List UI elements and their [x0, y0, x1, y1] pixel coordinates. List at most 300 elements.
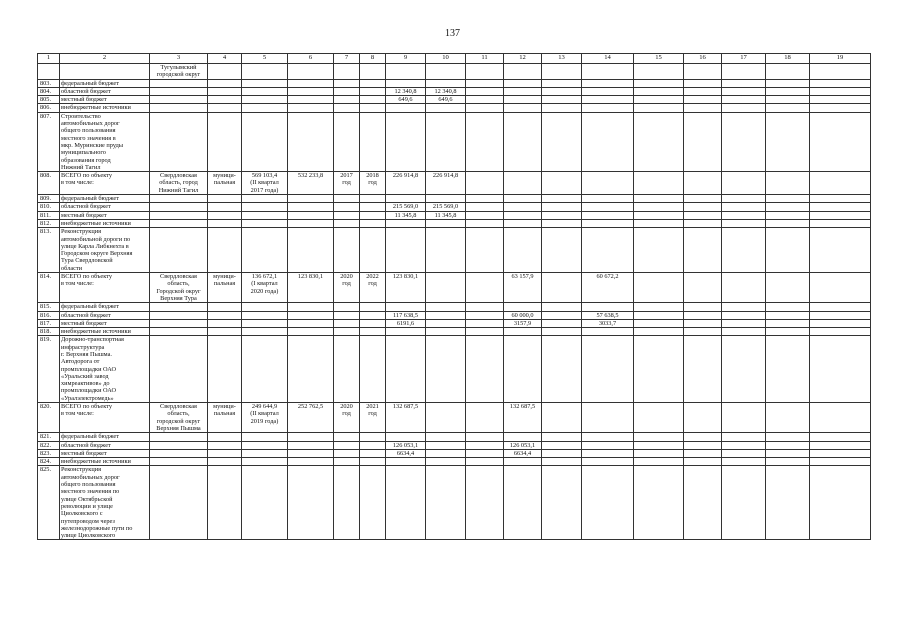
- table-cell: [208, 87, 242, 95]
- table-cell: 249 644,9 (II квартал 2019 года): [242, 403, 288, 433]
- table-cell: [634, 441, 684, 449]
- table-cell: 3033,7: [582, 319, 634, 327]
- table-cell: [766, 403, 810, 433]
- table-cell: [334, 203, 360, 211]
- table-cell: [684, 319, 722, 327]
- table-cell: [504, 112, 542, 171]
- table-cell: [722, 195, 766, 203]
- table-row: [38, 112, 871, 171]
- table-cell: [582, 433, 634, 441]
- table-cell: [242, 64, 288, 80]
- column-number: 10: [426, 54, 466, 64]
- table-cell: [208, 219, 242, 227]
- table-row: [38, 64, 871, 80]
- table-cell: [504, 104, 542, 112]
- table-cell: [288, 449, 334, 457]
- table-cell: [722, 112, 766, 171]
- table-cell: [684, 96, 722, 104]
- table-cell: [810, 211, 871, 219]
- table-cell: [766, 203, 810, 211]
- table-cell: 6191,6: [386, 319, 426, 327]
- table-cell: [722, 336, 766, 403]
- table-cell: [582, 328, 634, 336]
- table-cell: [150, 458, 208, 466]
- table-cell: [288, 203, 334, 211]
- table-cell: 649,6: [426, 96, 466, 104]
- row-number-cell: 824.: [38, 458, 60, 466]
- table-cell: [242, 449, 288, 457]
- table-cell: [466, 449, 504, 457]
- table-cell: [208, 336, 242, 403]
- table-cell: 252 762,5: [288, 403, 334, 433]
- table-cell: [360, 219, 386, 227]
- table-cell: [466, 87, 504, 95]
- table-cell: муници- пальная: [208, 273, 242, 303]
- table-cell: [722, 441, 766, 449]
- table-cell: [722, 87, 766, 95]
- table-cell: [288, 112, 334, 171]
- row-number-cell: 805.: [38, 96, 60, 104]
- table-cell: [766, 319, 810, 327]
- table-cell: 123 830,1: [288, 273, 334, 303]
- row-label-cell: местный бюджет: [60, 96, 150, 104]
- table-cell: [334, 336, 360, 403]
- table-cell: [466, 203, 504, 211]
- table-cell: [722, 273, 766, 303]
- row-label-cell: федеральный бюджет: [60, 79, 150, 87]
- table-cell: [386, 328, 426, 336]
- table-cell: [582, 466, 634, 540]
- table-cell: 126 053,1: [386, 441, 426, 449]
- table-cell: [504, 228, 542, 273]
- table-cell: [334, 303, 360, 311]
- table-cell: [426, 311, 466, 319]
- table-cell: [634, 403, 684, 433]
- table-cell: [582, 195, 634, 203]
- table-cell: 2017 год: [334, 172, 360, 195]
- table-row: [38, 172, 871, 195]
- table-cell: [360, 87, 386, 95]
- table-cell: [334, 104, 360, 112]
- table-cell: [208, 433, 242, 441]
- table-cell: [766, 311, 810, 319]
- table-cell: [766, 466, 810, 540]
- table-cell: [542, 96, 582, 104]
- table-cell: [208, 104, 242, 112]
- table-cell: [150, 328, 208, 336]
- table-cell: [466, 211, 504, 219]
- table-cell: [766, 112, 810, 171]
- table-cell: [466, 466, 504, 540]
- table-cell: 126 053,1: [504, 441, 542, 449]
- row-label-cell: Строительство автомобильных дорог общего пользования местного значения в мкр. Муринские пруды муниципального образования город Нижний Тагил: [60, 112, 150, 171]
- table-cell: [810, 328, 871, 336]
- table-cell: [288, 96, 334, 104]
- table-cell: [288, 328, 334, 336]
- table-cell: [360, 466, 386, 540]
- table-cell: [426, 79, 466, 87]
- table-cell: [242, 96, 288, 104]
- table-cell: [288, 336, 334, 403]
- table-cell: [504, 195, 542, 203]
- table-cell: [582, 336, 634, 403]
- table-cell: [360, 336, 386, 403]
- table-cell: 11 345,8: [386, 211, 426, 219]
- table-cell: [386, 466, 426, 540]
- table-cell: 215 569,0: [426, 203, 466, 211]
- table-cell: [242, 87, 288, 95]
- row-number-cell: 825.: [38, 466, 60, 540]
- table-cell: [810, 228, 871, 273]
- table-cell: [722, 403, 766, 433]
- table-cell: 215 569,0: [386, 203, 426, 211]
- table-cell: 226 914,8: [426, 172, 466, 195]
- row-number-cell: 815.: [38, 303, 60, 311]
- table-row: [38, 336, 871, 403]
- table-cell: [360, 433, 386, 441]
- table-cell: [634, 195, 684, 203]
- table-cell: [150, 112, 208, 171]
- table-cell: [242, 441, 288, 449]
- table-cell: [466, 79, 504, 87]
- table-cell: [810, 112, 871, 171]
- table-cell: [426, 219, 466, 227]
- table-cell: [466, 303, 504, 311]
- table-cell: [150, 466, 208, 540]
- table-cell: [426, 449, 466, 457]
- table-cell: [542, 219, 582, 227]
- table-cell: [150, 319, 208, 327]
- table-cell: [208, 449, 242, 457]
- table-cell: [684, 449, 722, 457]
- column-number: 15: [634, 54, 684, 64]
- table-cell: [426, 104, 466, 112]
- table-cell: [466, 328, 504, 336]
- table-row: [38, 441, 871, 449]
- table-cell: [208, 228, 242, 273]
- table-cell: [582, 96, 634, 104]
- table-cell: [810, 311, 871, 319]
- table-cell: [426, 458, 466, 466]
- row-number-cell: 822.: [38, 441, 60, 449]
- table-cell: [504, 303, 542, 311]
- table-cell: 60 672,2: [582, 273, 634, 303]
- table-cell: [582, 211, 634, 219]
- table-cell: [810, 441, 871, 449]
- table-cell: [288, 219, 334, 227]
- table-cell: [360, 195, 386, 203]
- table-cell: [208, 441, 242, 449]
- table-cell: [242, 79, 288, 87]
- row-label-cell: федеральный бюджет: [60, 433, 150, 441]
- table-cell: [684, 458, 722, 466]
- table-cell: [242, 433, 288, 441]
- table-cell: [334, 112, 360, 171]
- table-cell: [426, 228, 466, 273]
- row-label-cell: местный бюджет: [60, 449, 150, 457]
- table-cell: [150, 211, 208, 219]
- table-cell: [766, 87, 810, 95]
- table-cell: 2020 год: [334, 273, 360, 303]
- table-cell: [542, 228, 582, 273]
- table-cell: [208, 303, 242, 311]
- table-cell: [386, 79, 426, 87]
- table-cell: [766, 441, 810, 449]
- table-cell: [208, 195, 242, 203]
- table-cell: [542, 449, 582, 457]
- table-row: [38, 466, 871, 540]
- table-cell: 136 672,1 (I квартал 2020 года): [242, 273, 288, 303]
- table-cell: [208, 79, 242, 87]
- table-cell: [810, 87, 871, 95]
- table-cell: [288, 466, 334, 540]
- table-cell: [810, 219, 871, 227]
- table-cell: [582, 87, 634, 95]
- table-cell: [150, 303, 208, 311]
- table-cell: [766, 96, 810, 104]
- table-cell: [810, 336, 871, 403]
- table-cell: [150, 228, 208, 273]
- table-cell: [634, 112, 684, 171]
- table-cell: [810, 203, 871, 211]
- row-label-cell: ВСЕГО по объекту в том числе:: [60, 273, 150, 303]
- table-cell: [208, 96, 242, 104]
- table-cell: [288, 319, 334, 327]
- table-cell: [542, 466, 582, 540]
- row-number-cell: 812.: [38, 219, 60, 227]
- table-cell: [386, 458, 426, 466]
- table-cell: [684, 273, 722, 303]
- table-cell: [634, 219, 684, 227]
- table-cell: [150, 87, 208, 95]
- row-label-cell: внебюджетные источники: [60, 328, 150, 336]
- table-cell: [466, 64, 504, 80]
- table-cell: [360, 96, 386, 104]
- table-cell: [360, 319, 386, 327]
- table-cell: [242, 328, 288, 336]
- table-cell: [684, 195, 722, 203]
- table-cell: [582, 203, 634, 211]
- table-cell: [360, 303, 386, 311]
- table-cell: [360, 228, 386, 273]
- table-cell: [722, 172, 766, 195]
- table-cell: [242, 203, 288, 211]
- table-cell: [810, 104, 871, 112]
- table-cell: [150, 195, 208, 203]
- table-cell: [242, 104, 288, 112]
- column-number: 9: [386, 54, 426, 64]
- table-cell: [360, 441, 386, 449]
- table-cell: [634, 203, 684, 211]
- table-cell: [360, 328, 386, 336]
- table-cell: [582, 403, 634, 433]
- table-cell: [208, 64, 242, 80]
- table-cell: [634, 172, 684, 195]
- table-row: [38, 403, 871, 433]
- table-cell: [634, 87, 684, 95]
- table-row: [38, 228, 871, 273]
- table-cell: [360, 211, 386, 219]
- table-row: [38, 96, 871, 104]
- row-number-cell: 809.: [38, 195, 60, 203]
- table-cell: 11 345,8: [426, 211, 466, 219]
- row-number-cell: 823.: [38, 449, 60, 457]
- table-cell: [766, 433, 810, 441]
- table-cell: [288, 441, 334, 449]
- table-cell: [360, 112, 386, 171]
- table-cell: [208, 319, 242, 327]
- table-cell: [722, 458, 766, 466]
- table-cell: [542, 458, 582, 466]
- table-cell: [360, 79, 386, 87]
- table-cell: [722, 104, 766, 112]
- column-number-row: [38, 54, 871, 64]
- table-cell: [208, 211, 242, 219]
- table-cell: муници- пальная: [208, 403, 242, 433]
- table-cell: [334, 228, 360, 273]
- table-cell: [722, 203, 766, 211]
- table-cell: [426, 303, 466, 311]
- table-cell: [504, 458, 542, 466]
- table-cell: [766, 104, 810, 112]
- table-cell: [426, 466, 466, 540]
- table-cell: 226 914,8: [386, 172, 426, 195]
- table-cell: [810, 458, 871, 466]
- table-cell: [242, 219, 288, 227]
- table-cell: муници- пальная: [208, 172, 242, 195]
- table-cell: [504, 96, 542, 104]
- table-cell: [426, 64, 466, 80]
- table-cell: [634, 211, 684, 219]
- table-cell: [334, 79, 360, 87]
- table-cell: [466, 441, 504, 449]
- table-cell: [466, 195, 504, 203]
- table-cell: [766, 195, 810, 203]
- column-number: 12: [504, 54, 542, 64]
- table-cell: [466, 104, 504, 112]
- table-cell: [504, 328, 542, 336]
- table-cell: [810, 466, 871, 540]
- table-cell: [684, 219, 722, 227]
- table-cell: 2022 год: [360, 273, 386, 303]
- table-cell: [288, 433, 334, 441]
- row-number-cell: 818.: [38, 328, 60, 336]
- table-cell: [288, 64, 334, 80]
- table-cell: [150, 203, 208, 211]
- table-cell: [684, 211, 722, 219]
- table-cell: [360, 64, 386, 80]
- table-cell: [504, 79, 542, 87]
- row-label-cell: внебюджетные источники: [60, 458, 150, 466]
- table-cell: [722, 219, 766, 227]
- table-cell: [766, 303, 810, 311]
- table-cell: [684, 303, 722, 311]
- table-cell: [684, 328, 722, 336]
- table-cell: [334, 319, 360, 327]
- column-number: 16: [684, 54, 722, 64]
- table-cell: [208, 203, 242, 211]
- table-cell: [288, 311, 334, 319]
- table-cell: [504, 336, 542, 403]
- column-number: 2: [60, 54, 150, 64]
- table-cell: [542, 87, 582, 95]
- table-cell: [504, 87, 542, 95]
- table-cell: [334, 441, 360, 449]
- table-cell: [582, 79, 634, 87]
- table-cell: [684, 311, 722, 319]
- table-cell: [208, 328, 242, 336]
- table-row: [38, 273, 871, 303]
- table-cell: [810, 403, 871, 433]
- table-cell: [504, 203, 542, 211]
- table-row: [38, 87, 871, 95]
- table-cell: [684, 79, 722, 87]
- table-row: [38, 104, 871, 112]
- table-cell: [242, 211, 288, 219]
- table-row: [38, 211, 871, 219]
- table-cell: [810, 79, 871, 87]
- table-cell: [766, 228, 810, 273]
- table-cell: [288, 104, 334, 112]
- table-cell: [542, 195, 582, 203]
- table-cell: [766, 79, 810, 87]
- table-cell: [634, 433, 684, 441]
- row-label-cell: Дорожно-транспортная инфраструктура г. Верхняя Пышма. Автодорога от промплощадки ОАО «Уральский завод химреактивов» до промплощадки ОАО «Уралэлектромедь»: [60, 336, 150, 403]
- table-cell: [810, 433, 871, 441]
- row-label-cell: ВСЕГО по объекту в том числе:: [60, 172, 150, 195]
- table-body: [38, 54, 871, 540]
- table-cell: [684, 172, 722, 195]
- table-cell: [542, 441, 582, 449]
- table-cell: [722, 449, 766, 457]
- table-cell: [466, 112, 504, 171]
- table-cell: [722, 433, 766, 441]
- table-cell: 569 103,4 (II квартал 2017 года): [242, 172, 288, 195]
- table-cell: [722, 311, 766, 319]
- column-number: 14: [582, 54, 634, 64]
- table-cell: [386, 64, 426, 80]
- table-cell: [334, 433, 360, 441]
- table-cell: Тугулымский городской округ: [150, 64, 208, 80]
- column-number: 7: [334, 54, 360, 64]
- table-cell: [810, 449, 871, 457]
- table-cell: [150, 441, 208, 449]
- table-row: [38, 303, 871, 311]
- table-cell: [426, 403, 466, 433]
- table-cell: [466, 403, 504, 433]
- column-number: 4: [208, 54, 242, 64]
- table-cell: [386, 336, 426, 403]
- table-cell: [242, 336, 288, 403]
- table-cell: [766, 211, 810, 219]
- row-label-cell: [60, 64, 150, 80]
- table-cell: [504, 211, 542, 219]
- table-row: [38, 449, 871, 457]
- table-cell: [242, 466, 288, 540]
- table-cell: [542, 319, 582, 327]
- table-cell: [386, 303, 426, 311]
- table-cell: [810, 96, 871, 104]
- row-label-cell: местный бюджет: [60, 211, 150, 219]
- table-row: [38, 195, 871, 203]
- table-cell: [722, 64, 766, 80]
- table-cell: [360, 104, 386, 112]
- table-cell: [542, 172, 582, 195]
- table-cell: 132 687,5: [386, 403, 426, 433]
- table-cell: [150, 433, 208, 441]
- row-label-cell: Реконструкция автомобильных дорог общего пользования местного значения по улице Октябрьской революции и улице Циолковского с путепроводом через железнодорожные пути по улице Циолковского: [60, 466, 150, 540]
- table-cell: Свердловская область, город Нижний Тагил: [150, 172, 208, 195]
